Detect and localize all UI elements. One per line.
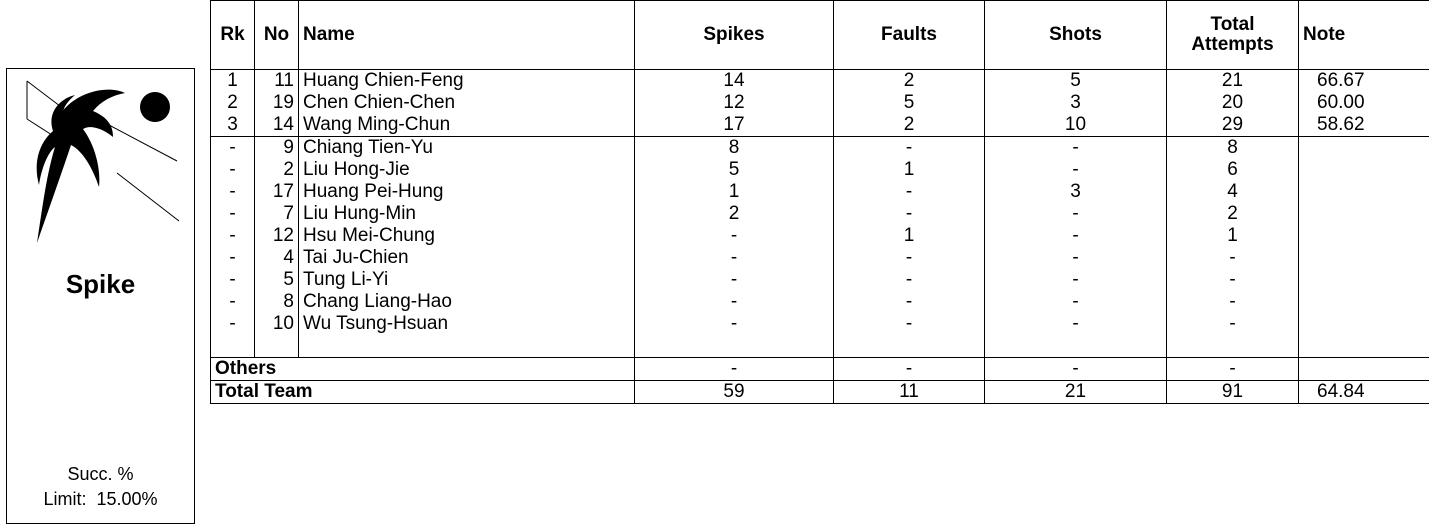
name-cell: Huang Chien-Feng bbox=[299, 70, 635, 93]
header-number: No bbox=[255, 1, 299, 70]
spikes-cell: - bbox=[635, 358, 834, 381]
skill-panel bbox=[6, 68, 195, 524]
note-cell: 60.00 bbox=[1299, 92, 1429, 114]
number-cell: 2 bbox=[255, 159, 299, 181]
header-total-line1: Total bbox=[1210, 14, 1255, 35]
table-row bbox=[211, 92, 1429, 114]
header-shots: Shots bbox=[985, 1, 1167, 70]
total-cell: - bbox=[1167, 247, 1299, 269]
table-row bbox=[211, 159, 1429, 181]
name-cell: Chang Liang-Hao bbox=[299, 291, 635, 313]
table-row bbox=[211, 291, 1429, 313]
faults-cell: - bbox=[834, 247, 985, 269]
note-cell bbox=[1299, 247, 1429, 269]
name-cell: Wu Tsung-Hsuan bbox=[299, 313, 635, 335]
rank-cell: 1 bbox=[211, 70, 255, 93]
table-row bbox=[211, 181, 1429, 203]
total-cell: 2 bbox=[1167, 203, 1299, 225]
total-cell: 8 bbox=[1167, 137, 1299, 160]
number-cell: 17 bbox=[255, 181, 299, 203]
spikes-cell: - bbox=[635, 291, 834, 313]
note-cell bbox=[1299, 225, 1429, 247]
rank-cell: - bbox=[211, 137, 255, 160]
faults-cell: - bbox=[834, 181, 985, 203]
total-cell: 4 bbox=[1167, 181, 1299, 203]
limit-row bbox=[7, 489, 194, 510]
shots-cell: - bbox=[985, 291, 1167, 313]
shots-cell: - bbox=[985, 247, 1167, 269]
number-cell: 5 bbox=[255, 269, 299, 291]
note-cell bbox=[1299, 203, 1429, 225]
note-cell bbox=[1299, 313, 1429, 335]
spike-stats-table bbox=[210, 0, 1429, 404]
shots-cell: 5 bbox=[985, 70, 1167, 93]
rank-cell: 3 bbox=[211, 114, 255, 137]
note-cell bbox=[1299, 358, 1429, 381]
note-cell: 64.84 bbox=[1299, 381, 1429, 404]
table-row bbox=[211, 137, 1429, 160]
note-cell: 58.62 bbox=[1299, 114, 1429, 137]
number-cell: 10 bbox=[255, 313, 299, 335]
table-row bbox=[211, 114, 1429, 137]
rank-cell: - bbox=[211, 291, 255, 313]
header-total-line2: Attempts bbox=[1191, 34, 1274, 55]
header-spikes: Spikes bbox=[635, 1, 834, 70]
spikes-cell: - bbox=[635, 269, 834, 291]
number-cell: 8 bbox=[255, 291, 299, 313]
header-name: Name bbox=[299, 1, 635, 70]
faults-cell: - bbox=[834, 313, 985, 335]
spikes-cell: - bbox=[635, 247, 834, 269]
total-cell: 6 bbox=[1167, 159, 1299, 181]
shots-cell: - bbox=[985, 137, 1167, 160]
number-cell: 11 bbox=[255, 70, 299, 93]
rank-cell: 2 bbox=[211, 92, 255, 114]
volleyball-spike-pictogram-icon bbox=[17, 73, 187, 265]
faults-cell: - bbox=[834, 358, 985, 381]
spikes-cell: - bbox=[635, 225, 834, 247]
total-team-label: Total Team bbox=[211, 381, 635, 404]
faults-cell: 2 bbox=[834, 70, 985, 93]
shots-cell: - bbox=[985, 313, 1167, 335]
table-row bbox=[211, 225, 1429, 247]
header-note: Note bbox=[1299, 1, 1429, 70]
note-cell bbox=[1299, 291, 1429, 313]
total-cell: 1 bbox=[1167, 225, 1299, 247]
table-row bbox=[211, 269, 1429, 291]
faults-cell: 11 bbox=[834, 381, 985, 404]
header-faults: Faults bbox=[834, 1, 985, 70]
shots-cell: - bbox=[985, 203, 1167, 225]
note-cell: 66.67 bbox=[1299, 70, 1429, 93]
faults-cell: 2 bbox=[834, 114, 985, 137]
total-cell: 20 bbox=[1167, 92, 1299, 114]
others-row bbox=[211, 358, 1429, 381]
header-rank: Rk bbox=[211, 1, 255, 70]
note-cell bbox=[1299, 181, 1429, 203]
spikes-cell: 1 bbox=[635, 181, 834, 203]
name-cell: Liu Hung-Min bbox=[299, 203, 635, 225]
name-cell: Hsu Mei-Chung bbox=[299, 225, 635, 247]
spikes-cell: 8 bbox=[635, 137, 834, 160]
faults-cell: 1 bbox=[834, 159, 985, 181]
limit-value: 15.00% bbox=[96, 489, 158, 509]
limit-label: Limit: bbox=[43, 489, 87, 509]
name-cell: Tai Ju-Chien bbox=[299, 247, 635, 269]
spikes-cell: 17 bbox=[635, 114, 834, 137]
faults-cell: 1 bbox=[834, 225, 985, 247]
rank-cell: - bbox=[211, 313, 255, 335]
number-cell: 9 bbox=[255, 137, 299, 160]
note-cell bbox=[1299, 137, 1429, 160]
total-cell: 29 bbox=[1167, 114, 1299, 137]
skill-title: Spike bbox=[65, 269, 136, 299]
spikes-cell: 12 bbox=[635, 92, 834, 114]
total-team-row bbox=[211, 381, 1429, 404]
faults-cell: - bbox=[834, 137, 985, 160]
rank-cell: - bbox=[211, 203, 255, 225]
rank-cell: - bbox=[211, 181, 255, 203]
success-percent-label: Succ. % bbox=[67, 464, 134, 484]
table-row bbox=[211, 70, 1429, 93]
note-cell bbox=[1299, 159, 1429, 181]
others-label: Others bbox=[211, 358, 635, 381]
name-cell: Huang Pei-Hung bbox=[299, 181, 635, 203]
shots-cell: - bbox=[985, 225, 1167, 247]
total-cell: - bbox=[1167, 313, 1299, 335]
rank-cell: - bbox=[211, 225, 255, 247]
faults-cell: 5 bbox=[834, 92, 985, 114]
table-row bbox=[211, 203, 1429, 225]
name-cell: Chiang Tien-Yu bbox=[299, 137, 635, 160]
shots-cell: - bbox=[985, 159, 1167, 181]
table-row bbox=[211, 313, 1429, 335]
name-cell: Tung Li-Yi bbox=[299, 269, 635, 291]
total-cell: - bbox=[1167, 269, 1299, 291]
name-cell: Wang Ming-Chun bbox=[299, 114, 635, 137]
faults-cell: - bbox=[834, 269, 985, 291]
name-cell: Liu Hong-Jie bbox=[299, 159, 635, 181]
header-row bbox=[211, 1, 1429, 70]
shots-cell: 21 bbox=[985, 381, 1167, 404]
shots-cell: 3 bbox=[985, 181, 1167, 203]
spikes-cell: 2 bbox=[635, 203, 834, 225]
number-cell: 12 bbox=[255, 225, 299, 247]
number-cell: 4 bbox=[255, 247, 299, 269]
spikes-cell: 14 bbox=[635, 70, 834, 93]
name-cell: Chen Chien-Chen bbox=[299, 92, 635, 114]
rank-cell: - bbox=[211, 269, 255, 291]
number-cell: 14 bbox=[255, 114, 299, 137]
number-cell: 19 bbox=[255, 92, 299, 114]
shots-cell: 3 bbox=[985, 92, 1167, 114]
total-cell: 91 bbox=[1167, 381, 1299, 404]
shots-cell: 10 bbox=[985, 114, 1167, 137]
faults-cell: - bbox=[834, 291, 985, 313]
header-total-attempts bbox=[1167, 1, 1299, 70]
faults-cell: - bbox=[834, 203, 985, 225]
number-cell: 7 bbox=[255, 203, 299, 225]
spikes-cell: 5 bbox=[635, 159, 834, 181]
note-cell bbox=[1299, 269, 1429, 291]
total-cell: - bbox=[1167, 291, 1299, 313]
table-row bbox=[211, 247, 1429, 269]
empty-row bbox=[211, 335, 1429, 358]
spikes-cell: 59 bbox=[635, 381, 834, 404]
rank-cell: - bbox=[211, 247, 255, 269]
spikes-cell: - bbox=[635, 313, 834, 335]
shots-cell: - bbox=[985, 269, 1167, 291]
shots-cell: - bbox=[985, 358, 1167, 381]
total-cell: 21 bbox=[1167, 70, 1299, 93]
total-cell: - bbox=[1167, 358, 1299, 381]
rank-cell: - bbox=[211, 159, 255, 181]
